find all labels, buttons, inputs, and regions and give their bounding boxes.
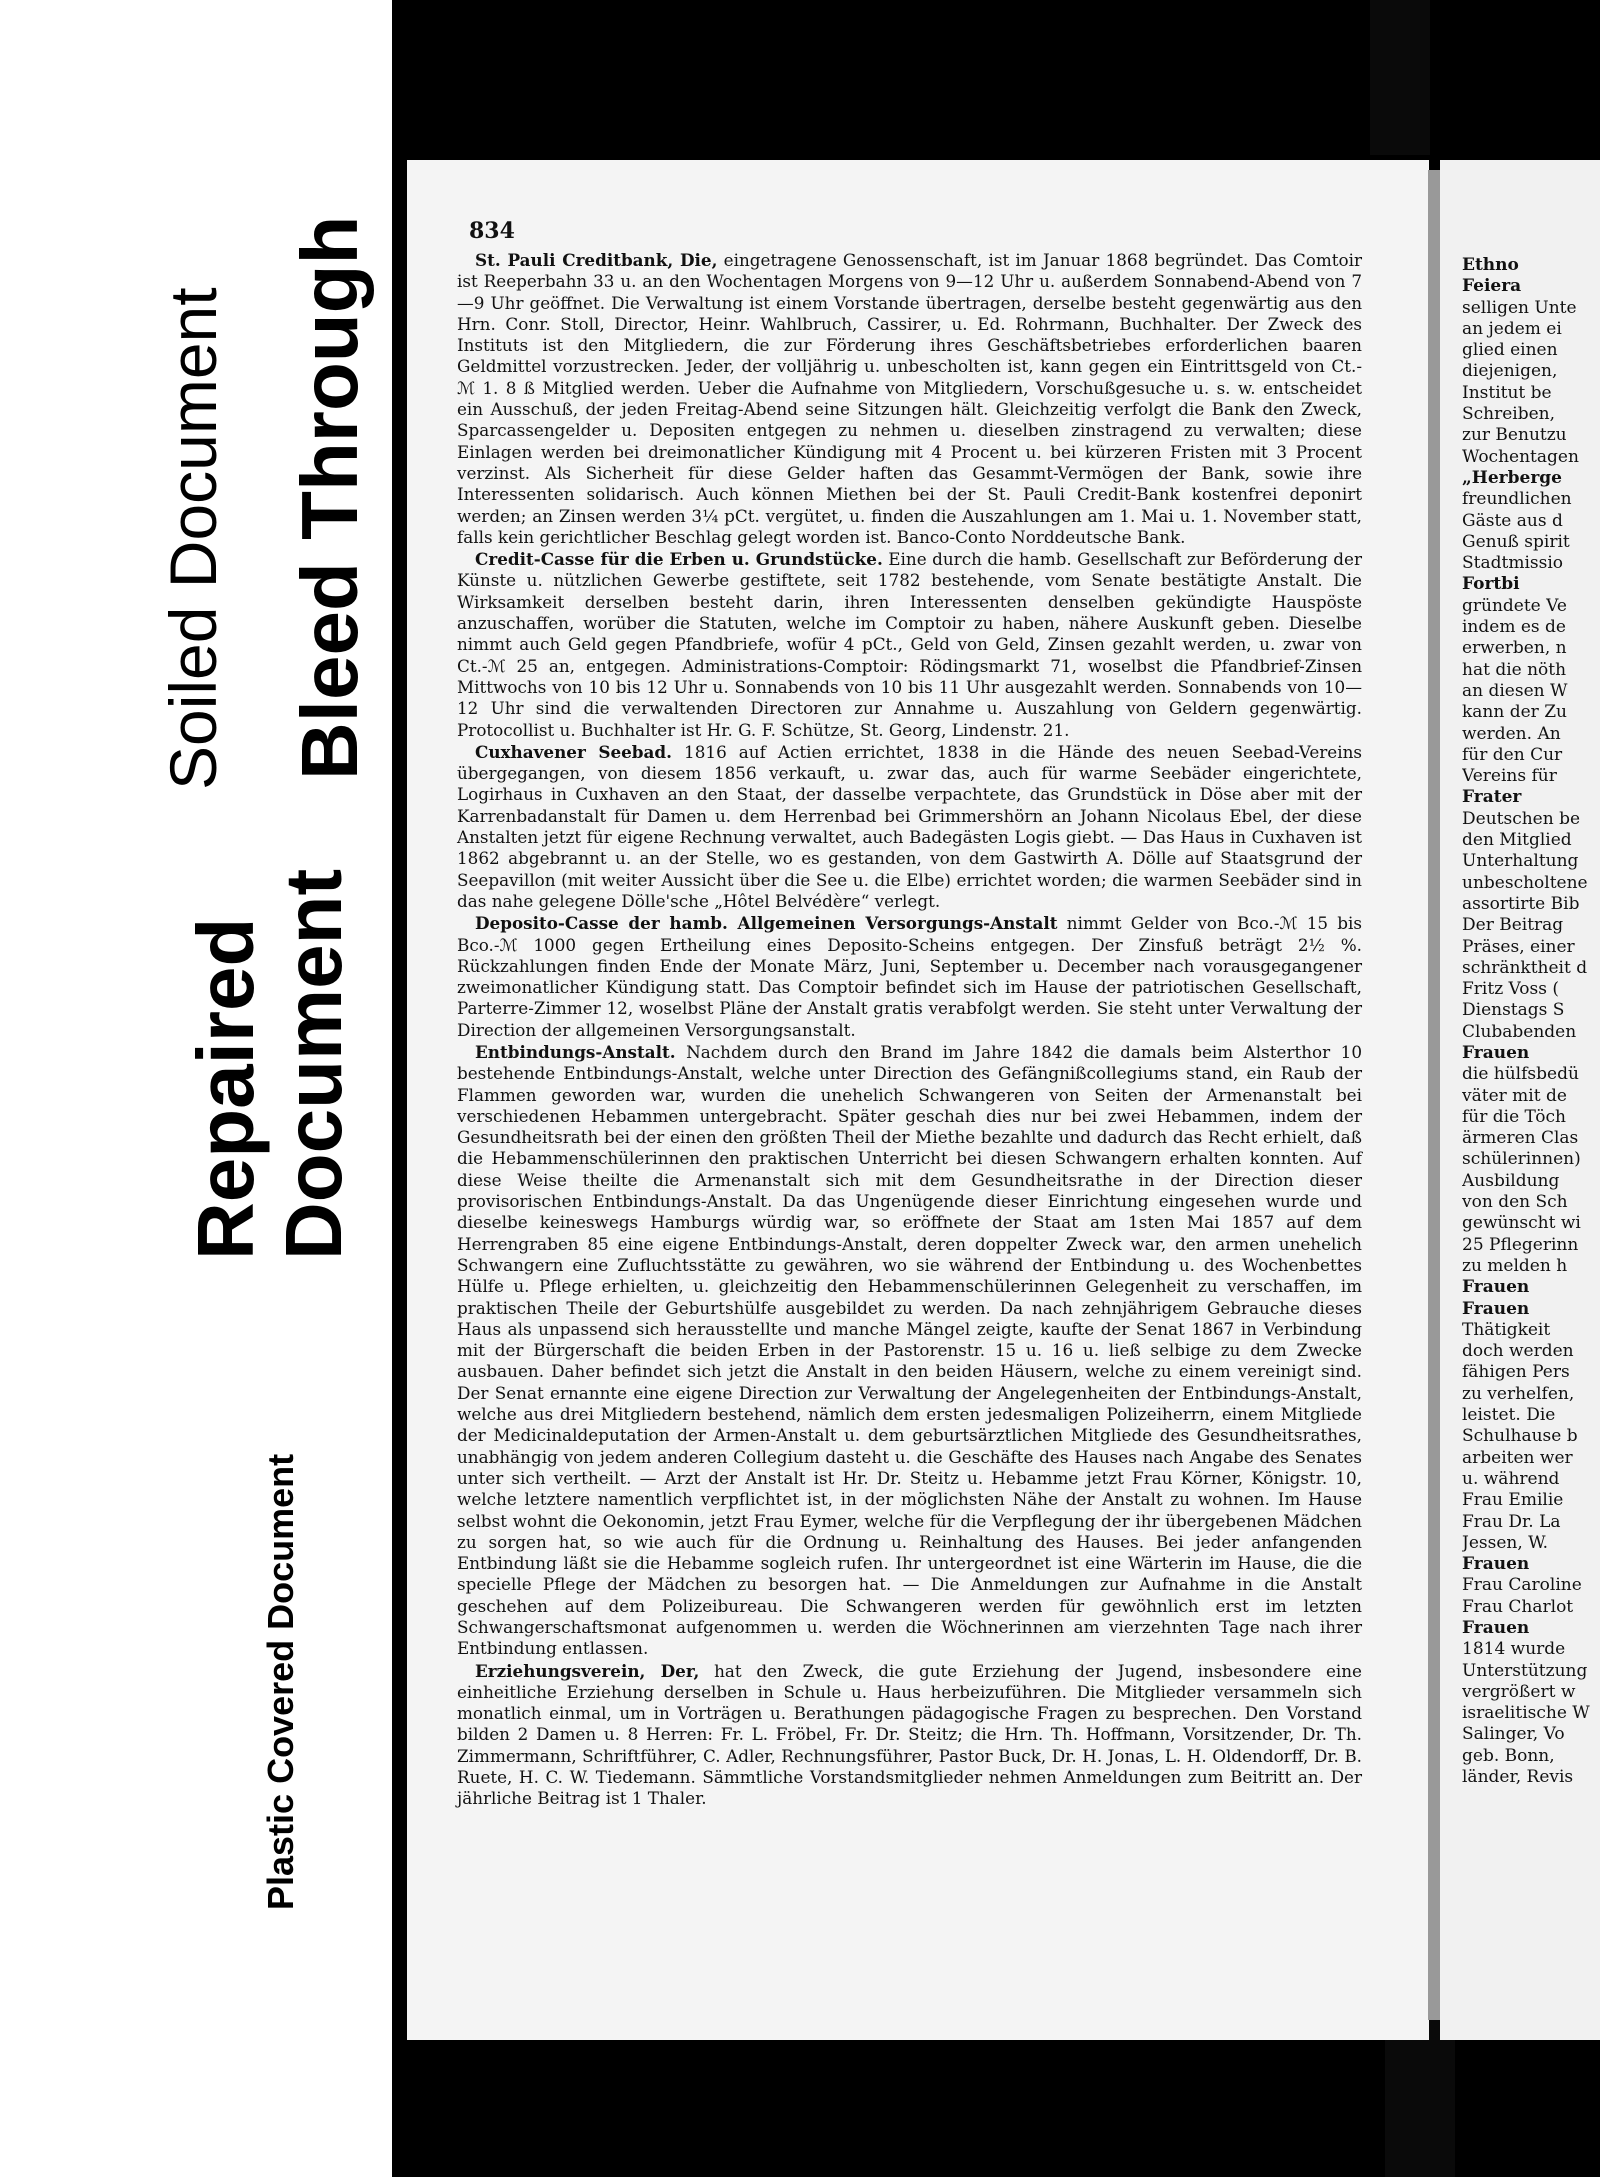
entry-body: 1816 auf Actien errichtet, 1838 in die Hände des neuen Seebad-Vereins übergegangen, von diesem 1856 verkauft, u. zwar das, auch für warme Seebäder eingerichtete, Logirhaus in Cuxhaven an den Staat, der dasselbe verpachtete, das Grundstück in Döse aber mit der Karrenbadanstalt für Damen u. dem Herrenbad bei Grimmershörn an Johann Nicolaus Ebel, der diese Anstalten jetzt für eigene Rechnung verwaltet, auch Badegästen Logis giebt. — Das Haus in Cuxhaven ist 1862 abgebrannt u. an der Stelle, wo es gestanden, von dem Gastwirth A. Dölle auf Staatsgrund der Seepavillon (mit weiter Aussicht über die See u. die Elbe) errichtet worden; die warmen Seebäder sind in das nahe gelegene Dölle'sche „Hôtel Belvédère“ verlegt. [457, 741, 1363, 911]
entry-body: hat den Zweck, die gute Erziehung der Jugend, insbesondere eine einheitliche Erziehung derselben in Schule u. Haus herbeizuführen. Die Mitglieder versammeln sich monatlich einmal, um in Vorträgen u. Berathungen pädagogische Fragen zu besprechen. Den Vorstand bilden 2 Damen u. 8 Herren: Fr. L. Fröbel, Fr. Dr. Steitz; die Hrn. Th. Hoffmann, Vorsitzender, Dr. Th. Zimmermann, Schriftführer, C. Adler, Rechnungsführer, Pastor Buck, Dr. H. Jonas, L. H. Oldendorff, Dr. B. Ruete, H. C. W. Tiedemann. Sämmtliche Vorstandsmitglieder nehmen Anmeldungen zum Beitritt an. Der jährliche Beitrag ist 1 Thaler. [457, 1660, 1362, 1809]
entry-heading: St. Pauli Creditbank, Die, [475, 250, 718, 270]
right-page-line: Frauen [1462, 1618, 1530, 1638]
entry-heading: Entbindungs-Anstalt. [475, 1041, 676, 1062]
right-page-line: väter mit de [1462, 1085, 1567, 1106]
right-page-line: zu verhelfen, [1462, 1383, 1575, 1404]
right-page-line: Frauen [1462, 1554, 1530, 1575]
right-page-line: israelitische W [1462, 1703, 1590, 1724]
right-page-line: freundlichen [1462, 489, 1572, 510]
entry-paragraph [457, 742, 1362, 912]
right-page-line: Salinger, Vo [1462, 1724, 1565, 1745]
right-page-line: Genuß spirit [1462, 531, 1570, 552]
entry-paragraph [457, 913, 1362, 1041]
right-page-line: diejenigen, [1462, 361, 1558, 382]
right-page-line: Frau Emilie [1462, 1490, 1564, 1511]
right-page-line: unbescholtene [1462, 872, 1588, 893]
right-page-line: „Herberge [1462, 467, 1562, 488]
entry-paragraph [457, 250, 1362, 548]
right-page-line: Stadtmissio [1462, 553, 1564, 574]
right-page-line: Deutschen be [1462, 808, 1581, 829]
entry-body: Nachdem durch den Brand im Jahre 1842 die damals beim Alsterthor 10 bestehende Entbindungs-Anstalt, welche unter Direction des Gefängnißcollegiums stand, ein Raub der Flammen geworden war, wurden die unehelich Schwangeren von Seiten der Armenanstalt bei verschiedenen Hebammen untergebracht. Später geschah dies nur bei zwei Hebammen, indem der Gesundheitsrath bei der einen den größten Theil der Miethe bezahlte und dadurch das Recht erhielt, daß die Hebammenschülerinnen den praktischen Unterricht bei diesen Schwangern erhalten konnten. Auf diese Weise theilte die Armenanstalt sich mit dem Gesundheitsrathe in der Direction dieser provisorischen Entbindungs-Anstalt. Da das Ungenügende dieser Einrichtung eingesehen wurde und dieselbe keineswegs Hamburgs würdig war, so eröffnete der Staat am 1sten Mai 1857 auf dem Herrengraben 85 eine eigene Entbindungs-Anstalt, deren doppelter Zweck war, den armen unehelich Schwangern eine Zufluchtsstätte zu gewähren, wo sie während der Entbindung u. des Wochenbettes Hülfe u. Pflege erhielten, u. gleichzeitig den Hebammenschülerinnen Gelegenheit zu verschaffen, im praktischen Theile der Geburtshülfe ausgebildet zu werden. Da nach zehnjährigem Gebrauche dieses Haus als unpassend sich herausstellte und manche Mängel zeigte, kaufte der Senat 1867 in Verbindung mit der Bürgerschaft die beiden Erben in der Pastorenstr. 15 u. 16 u. ließ selbige zu dem Zwecke ausbauen. Daher befindet sich jetzt die Anstalt in den beiden Häusern, welche zu einem vereinigt sind. Der Senat ernannte eine eigene Direction zur Verwaltung der Angelegenheiten der Entbindungs-Anstalt, welche aus drei Mitgliedern bestehend, nämlich dem ersten jedesmaligen Polizeiherrn, einem Mitgliede der Medicinaldeputation der Armen-Anstalt u. dem geburtsärztlichen Mitgliede des Gesundheitsrathes, unabhängig von jedem anderen Collegium dasteht u. die Geschäfte des Hauses nach Angabe des Senates unter sich vertheilt. — Arzt der Anstalt ist Hr. Dr. Steitz u. Hebamme jetzt Frau Körner, Königstr. 10, welche letztere namentlich verpflichtet ist, in der möglichsten Nähe der Anstalt zu wohnen. Im Hause selbst wohnt die Oekonomin, jetzt Frau Eymer, welche für die Verpflegung der ihr übergebenen Mädchen zu sorgen hat, so wie auch für die Ordnung u. Reinhaltung des Hauses. Bei jeder anfangenden Entbindung läßt sie die Hebamme sogleich rufen. Ihr untergeordnet ist eine Wärterin im Hause, die die specielle Pflege der Mädchen zu besorgen hat. — Die Anmeldungen zur Aufnahme in die Anstalt geschehen auf dem Polizeibureau. Die Schwangeren werden für gewöhnlich erst im letzten Schwangerschaftsmonat aufgenommen u. werden die Wöchnerinnen am vierzehnten Tage nach ihrer Entbindung entlassen. [457, 1041, 1362, 1659]
page-gutter [1428, 170, 1440, 2020]
plastic-covered-document-label: Plastic Covered Document [260, 1453, 301, 1910]
right-page-line: geb. Bonn, [1462, 1745, 1555, 1766]
entry-paragraph [457, 1042, 1362, 1660]
right-page-line: Der Beitrag [1462, 915, 1564, 936]
right-page-line: Gäste aus d [1462, 510, 1563, 531]
right-page-line: Ausbildung [1462, 1170, 1560, 1191]
right-page-line: gründete Ve [1462, 595, 1567, 616]
right-page-line: schränktheit d [1462, 957, 1588, 978]
right-page-line: Frater [1462, 787, 1522, 808]
right-page-line: fähigen Pers [1462, 1362, 1570, 1383]
right-page-line: die hülfsbedü [1462, 1064, 1579, 1085]
entry-paragraph [457, 1661, 1362, 1810]
right-page-line: Unterstützung [1462, 1660, 1588, 1681]
right-page-line: Fritz Voss ( [1462, 979, 1559, 1000]
right-page-line: Frauen [1462, 1298, 1530, 1319]
right-page-line: Frau Charlot [1462, 1596, 1574, 1617]
right-page-text-column [1462, 255, 1600, 1788]
entry-body: Eine durch die hamb. Gesellschaft zur Beförderung der Künste u. nützlichen Gewerbe gestiftete, seit 1782 bestehende, vom Senate bestätigte Anstalt. Die Wirksamkeit derselben besteht darin, ihren Interessenten denselben gekündigte Hauspöste anzuschaffen, worüber die Statuten, welche im Comptoir zu haben, nähere Auskunft geben. Dieselbe nimmt auch Geld gegen Pfandbriefe, wofür 4 pCt., Geld von Geld, Zinsen gezahlt werden, u. zwar von Ct.-ℳ 25 an, entgegen. Administrations-Comptoir: Rödingsmarkt 71, woselbst die Pfandbrief-Zinsen Mittwochs von 10 bis 12 Uhr u. Sonnabends von 10 bis 11 Uhr ausgezahlt werden. Sonnabends von 10—12 Uhr sind die verwaltenden Directoren zur Annahme u. Auszahlung von Geldern gegenwärtig. Protocollist u. Buchhalter ist Hr. G. F. Schütze, St. Georg, Lindenstr. 21. [457, 549, 1363, 740]
right-page-line: doch werden [1462, 1341, 1574, 1362]
right-page-line: Fortbi [1462, 574, 1520, 595]
right-page-line: ärmeren Clas [1462, 1128, 1579, 1149]
right-page-line: u. während [1462, 1468, 1560, 1489]
page-text-column [457, 250, 1362, 1810]
right-page-line: für die Töch [1462, 1106, 1566, 1127]
right-page-line: erwerben, n [1462, 638, 1567, 659]
right-page-line: zu melden h [1462, 1255, 1568, 1276]
right-page-line: für den Cur [1462, 744, 1563, 765]
right-page-line: Frauen [1462, 1042, 1530, 1063]
entry-heading: Erziehungsverein, Der, [475, 1660, 700, 1681]
right-page-line: länder, Revis [1462, 1767, 1574, 1788]
right-page-line: indem es de [1462, 617, 1566, 638]
right-page-line: Dienstags S [1462, 1000, 1565, 1021]
right-page-line: hat die nöth [1462, 659, 1567, 680]
right-page-line: werden. An [1462, 723, 1561, 744]
right-page-line: Feiera [1462, 276, 1522, 297]
right-page-line: an diesen W [1462, 680, 1568, 701]
right-page-line: Wochentagen [1462, 446, 1579, 467]
book-page-left [407, 160, 1429, 2040]
right-page-line: an jedem ei [1462, 318, 1562, 339]
right-page-line: Schulhause b [1462, 1426, 1578, 1447]
right-page-line: Unterhaltung [1462, 851, 1579, 872]
right-page-line: 25 Pflegerinn [1462, 1234, 1579, 1255]
right-page-line: Frau Dr. La [1462, 1511, 1561, 1532]
right-page-line: Präses, einer [1462, 936, 1575, 957]
right-page-line: 1814 wurde [1462, 1639, 1566, 1660]
right-page-line: Vereins für [1462, 766, 1557, 787]
right-page-line: zur Benutzu [1462, 425, 1567, 446]
right-page-line: Institut be [1462, 382, 1552, 403]
right-page-line: selligen Unte [1462, 297, 1577, 318]
right-page-line: Jessen, W. [1462, 1532, 1549, 1553]
right-page-line: arbeiten wer [1462, 1447, 1573, 1468]
soiled-document-label: Soiled Document [156, 287, 230, 790]
entry-heading: Deposito-Casse der hamb. Allgemeinen Versorgungs-Anstalt [475, 913, 1058, 934]
right-page-line: den Mitglied [1462, 830, 1572, 851]
right-page-line: leistet. Die [1462, 1405, 1556, 1426]
right-page-line: Schreiben, [1462, 404, 1556, 425]
right-page-line: Frauen [1462, 1277, 1530, 1298]
right-page-line: Frau Caroline [1462, 1575, 1582, 1596]
right-page-line: Thätigkeit [1462, 1319, 1551, 1340]
right-page-line: Clubabenden [1462, 1021, 1577, 1042]
right-page-line: assortirte Bib [1462, 893, 1580, 914]
bleed-through-label: Bleed Through [285, 215, 374, 780]
repaired-document-label-line1: Repaired [181, 917, 270, 1260]
entry-body: eingetragene Genossenschaft, ist im Januar 1868 begründet. Das Comtoir ist Reeperbahn 33 u. an den Wochentagen Morgens von 9—12 Uhr u. außerdem Sonnabend-Abend von 7—9 Uhr geöffnet. Die Verwaltung ist einem Vorstande übertragen, derselbe besteht gegenwärtig aus den Hrn. Conr. Stoll, Director, Heinr. Wahlbruch, Cassirer, u. Ed. Rohrmann, Buchhalter. Der Zweck des Instituts ist den Mitgliedern, die zur Förderung ihres Geschäftsbetriebes erforderlichen baaren Geldmittel vorzustrecken. Jeder, der volljährig u. unbescholten ist, kann gegen ein Eintrittsgeld von Ct.-ℳ 1. 8 ß Mitglied werden. Ueber die Aufnahme von Mitgliedern, Vorschußgesuche u. s. w. entscheidet ein Ausschuß, der jeden Freitag-Abend seine Sitzungen hält. Gleichzeitig verfolgt die Bank den Zweck, Sparcassengelder u. Depositen entgegen zu nehmen u. dieselben zinstragend zu verwalten; diese Einlagen werden bei dreimonatlicher Kündigung mit 4 Procent u. bei kürzeren Fristen mit 3 Procent verzinst. Als Sicherheit für diese Gelder haften das Gesammt-Vermögen der Bank, sowie ihre Interessenten solidarisch. Auch können Miethen bei der St. Pauli Credit-Bank kostenfrei deponirt werden; an Zinsen werden 3¼ pCt. vergütet, u. finden die Auszahlungen am 1. Mai u. 1. November statt, falls kein gerichtlicher Beschlag gelegt worden ist. Banco-Conto Norddeutsche Bank. [457, 250, 1362, 547]
page-number: 834 [469, 218, 515, 244]
right-page-line: glied einen [1462, 340, 1558, 361]
book-page-right [1440, 160, 1600, 2040]
entry-heading: Credit-Casse für die Erben u. Grundstücke. [475, 549, 883, 570]
right-page-line: vergrößert w [1462, 1681, 1576, 1702]
entry-heading: Cuxhavener Seebad. [475, 741, 672, 762]
right-page-line: kann der Zu [1462, 702, 1567, 723]
repaired-document-label-line2: Document [269, 868, 358, 1260]
entry-paragraph [457, 549, 1362, 741]
right-page-line: schülerinnen) [1462, 1149, 1581, 1170]
binding-tab-top [1370, 0, 1430, 155]
right-page-line: gewünscht wi [1462, 1213, 1581, 1234]
right-page-line: Ethno [1462, 255, 1519, 275]
entry-body: nimmt Gelder von Bco.-ℳ 15 bis Bco.-ℳ 1000 gegen Ertheilung eines Deposito-Scheins entgegen. Der Zinsfuß beträgt 2½ %. Rückzahlungen finden Ende der Monate März, Juni, September u. December nach vorausgegangener zweimonatlicher Kündigung statt. Das Comptoir befindet sich im Hause der patriotischen Gesellschaft, Parterre-Zimmer 12, woselbst Pläne der Anstalt gratis verabfolgt werden. Sie steht unter Verwaltung der Direction der allgemeinen Versorgungsanstalt. [457, 913, 1363, 1040]
right-page-line: von den Sch [1462, 1192, 1568, 1213]
